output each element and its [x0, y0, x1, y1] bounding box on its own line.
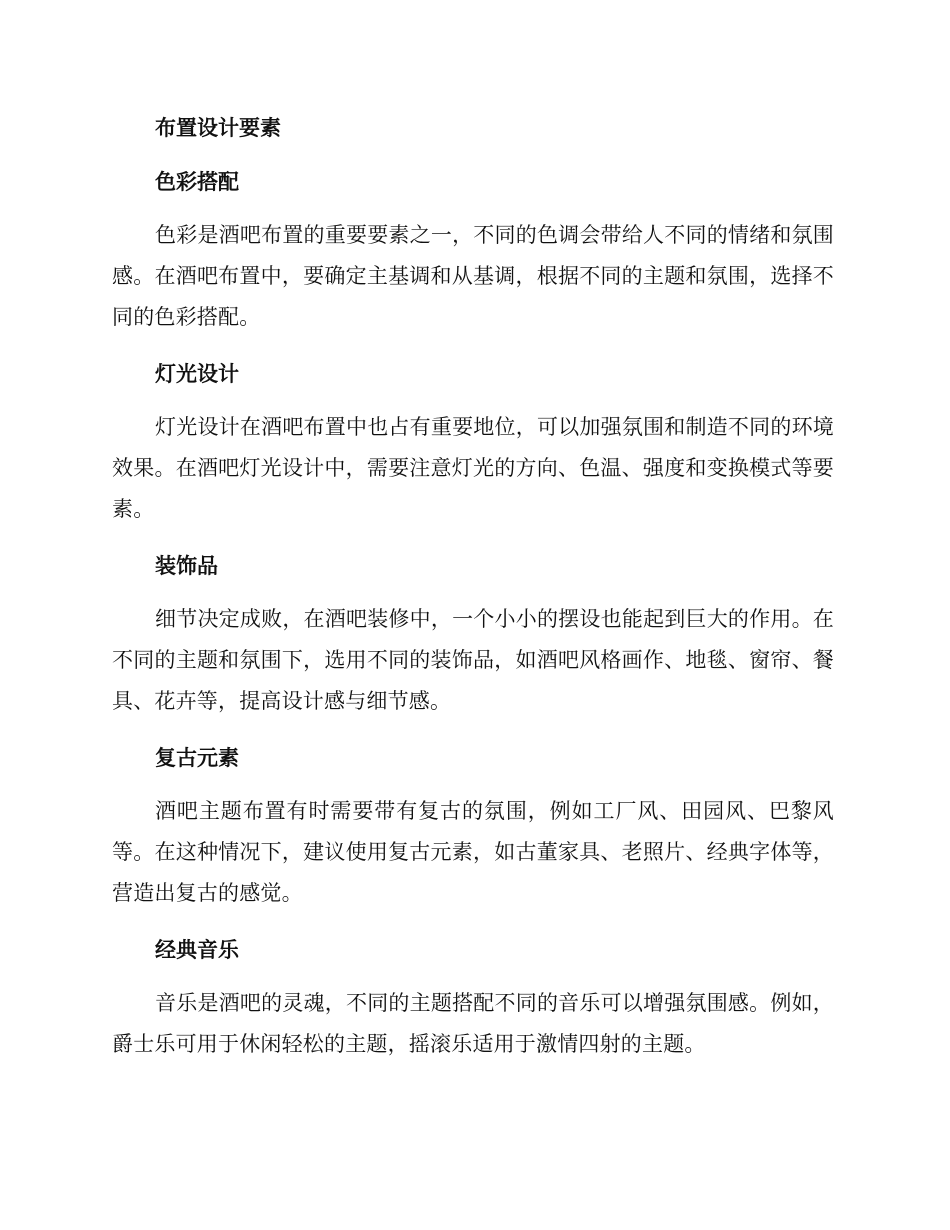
section-body-decor: 细节决定成败，在酒吧装修中，一个小小的摆设也能起到巨大的作用。在不同的主题和氛围下，选用不同的装饰品，如酒吧风格画作、地毯、窗帘、餐具、花卉等，提高设计感与细节感。 — [112, 607, 834, 713]
section-body-music: 音乐是酒吧的灵魂，不同的主题搭配不同的音乐可以增强氛围感。例如，爵士乐可用于休闲轻松的主题，摇滚乐适用于激情四射的主题。 — [112, 991, 834, 1056]
section-heading-music: 经典音乐 — [155, 938, 239, 962]
section-heading-color: 色彩搭配 — [155, 170, 239, 194]
section-body-color: 色彩是酒吧布置的重要要素之一，不同的色调会带给人不同的情绪和氛围感。在酒吧布置中，要确定主基调和从基调，根据不同的主题和氛围，选择不同的色彩搭配。 — [112, 223, 834, 329]
section-heading-retro: 复古元素 — [155, 746, 239, 770]
section-body-retro: 酒吧主题布置有时需要带有复古的氛围，例如工厂风、田园风、巴黎风等。在这种情况下，建议使用复古元素，如古董家具、老照片、经典字体等，营造出复古的感觉。 — [112, 799, 834, 905]
document-page — [112, 110, 834, 1083]
section-heading-decor: 装饰品 — [155, 554, 218, 578]
document-title: 布置设计要素 — [155, 116, 281, 140]
section-body-lighting: 灯光设计在酒吧布置中也占有重要地位，可以加强氛围和制造不同的环境效果。在酒吧灯光设计中，需要注意灯光的方向、色温、强度和变换模式等要素。 — [112, 415, 834, 521]
section-heading-lighting: 灯光设计 — [155, 362, 239, 386]
